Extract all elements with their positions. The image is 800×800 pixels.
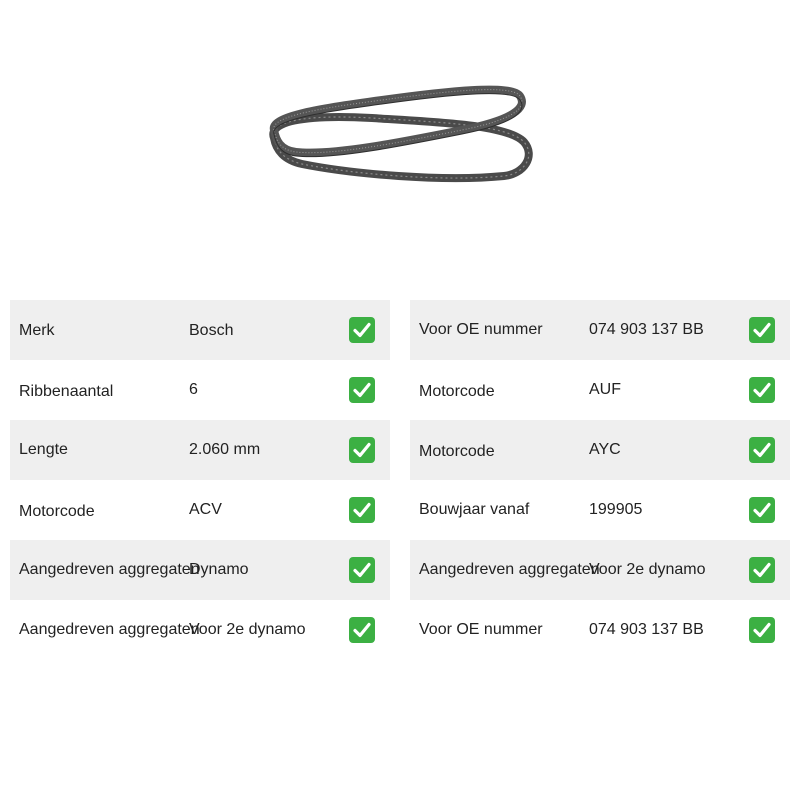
green-check-icon bbox=[749, 317, 775, 343]
spec-label: Motorcode bbox=[19, 503, 95, 520]
spec-value: Voor 2e dynamo bbox=[589, 561, 706, 578]
spec-table-left bbox=[10, 300, 390, 660]
product-image-v-belt bbox=[262, 78, 542, 188]
green-check-icon bbox=[349, 617, 375, 643]
green-check-icon bbox=[349, 437, 375, 463]
green-check-icon bbox=[349, 317, 375, 343]
spec-row bbox=[410, 600, 790, 660]
spec-label: Ribbenaantal bbox=[19, 383, 114, 400]
green-check-icon bbox=[749, 437, 775, 463]
spec-label: Aangedreven aggregaten bbox=[19, 621, 200, 638]
spec-value: 074 903 137 BB bbox=[589, 321, 704, 338]
spec-label: Voor OE nummer bbox=[419, 321, 543, 338]
spec-row bbox=[10, 420, 390, 480]
spec-label: Voor OE nummer bbox=[419, 621, 543, 638]
spec-row bbox=[10, 600, 390, 660]
spec-row bbox=[10, 300, 390, 360]
green-check-icon bbox=[349, 557, 375, 583]
spec-value: 074 903 137 BB bbox=[589, 621, 704, 638]
spec-value: AUF bbox=[589, 381, 621, 398]
spec-value: 6 bbox=[189, 381, 198, 398]
spec-label: Merk bbox=[19, 322, 55, 339]
spec-value: Bosch bbox=[189, 322, 234, 339]
green-check-icon bbox=[349, 497, 375, 523]
v-belt-icon bbox=[262, 78, 542, 188]
green-check-icon bbox=[749, 377, 775, 403]
spec-row bbox=[10, 540, 390, 600]
spec-row bbox=[410, 300, 790, 360]
spec-label: Bouwjaar vanaf bbox=[419, 501, 530, 518]
green-check-icon bbox=[349, 377, 375, 403]
green-check-icon bbox=[749, 497, 775, 523]
spec-row bbox=[410, 540, 790, 600]
spec-value: Dynamo bbox=[189, 561, 249, 578]
spec-row bbox=[410, 420, 790, 480]
spec-row bbox=[10, 360, 390, 420]
spec-label: Motorcode bbox=[419, 383, 495, 400]
spec-value: 2.060 mm bbox=[189, 441, 261, 458]
spec-table-right bbox=[410, 300, 790, 660]
spec-label: Motorcode bbox=[419, 443, 495, 460]
spec-label: Aangedreven aggregaten bbox=[19, 561, 200, 578]
spec-value: ACV bbox=[189, 501, 222, 518]
spec-label: Aangedreven aggregaten bbox=[419, 561, 600, 578]
green-check-icon bbox=[749, 557, 775, 583]
spec-row bbox=[410, 360, 790, 420]
spec-label: Lengte bbox=[19, 441, 68, 458]
spec-value: 199905 bbox=[589, 501, 643, 518]
spec-value: AYC bbox=[589, 441, 621, 458]
green-check-icon bbox=[749, 617, 775, 643]
spec-row bbox=[10, 480, 390, 540]
spec-value: Voor 2e dynamo bbox=[189, 621, 306, 638]
spec-row bbox=[410, 480, 790, 540]
